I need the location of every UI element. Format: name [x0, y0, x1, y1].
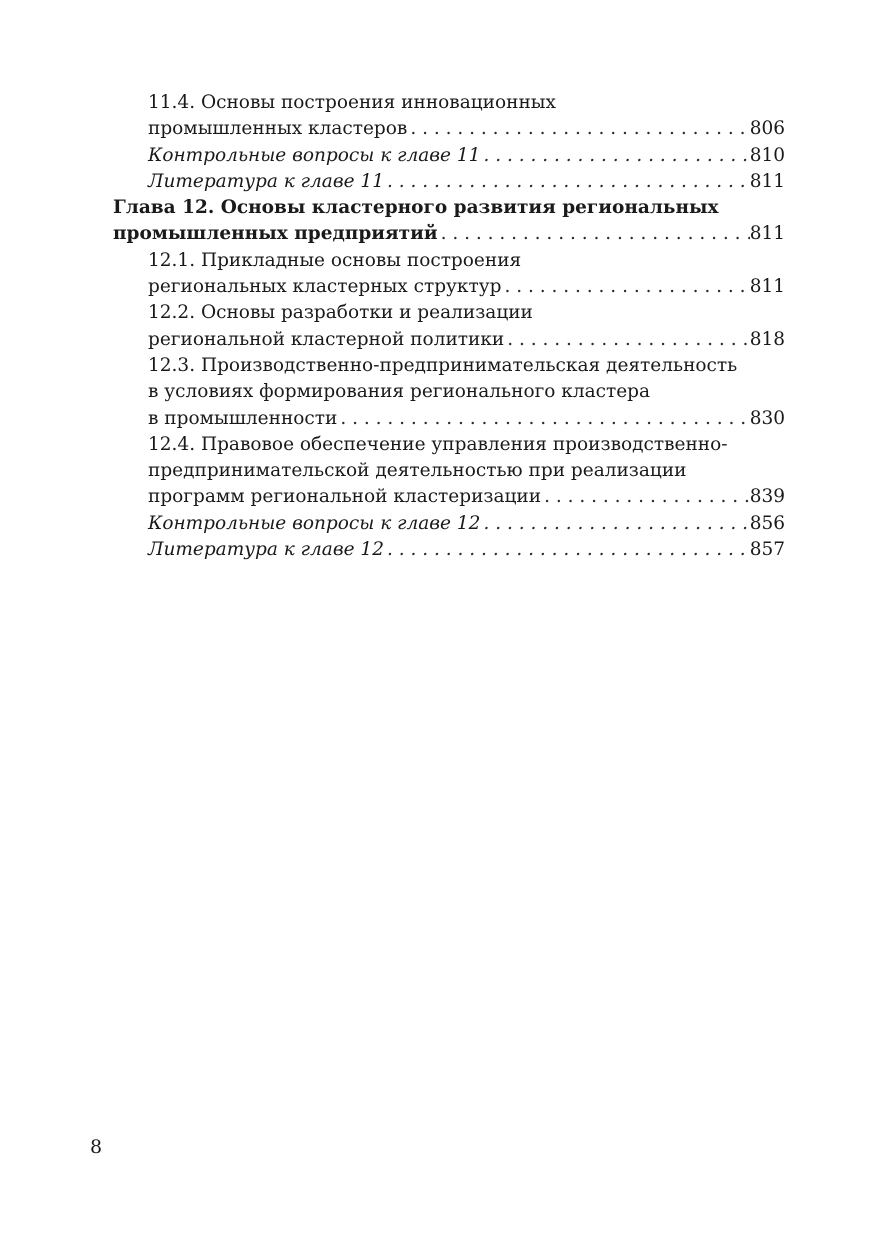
dot-leader [504, 327, 749, 353]
toc-page-number: 811 [749, 170, 785, 192]
toc-entry-title-line: Литература к главе 11 [148, 170, 384, 192]
toc-entry-title-line: 12.2. Основы разработки и реализации [148, 302, 533, 324]
toc-page-number: 830 [749, 407, 785, 429]
dot-leader [337, 406, 749, 432]
toc-page-number: 806 [749, 118, 785, 140]
toc-chapter-title-line: Глава 12. Основы кластерного развития региональных [113, 197, 719, 219]
toc-chapter-title-line: промышленных предприятий [113, 223, 438, 245]
toc-entry-title-line: в промышленности [148, 407, 338, 429]
table-of-contents [113, 90, 785, 563]
toc-entry-title-line: региональной кластерной политики [148, 328, 505, 350]
toc-entry-title-line: 12.1. Прикладные основы построения [148, 249, 522, 271]
toc-entry-12-4[interactable] [113, 432, 785, 511]
toc-entry-literature-11[interactable] [113, 169, 785, 195]
dot-leader [407, 116, 749, 142]
toc-entry-12-1[interactable] [113, 248, 785, 301]
toc-page-number: 857 [749, 539, 785, 561]
toc-entry-title-line: предпринимательской деятельностью при реализации [148, 460, 687, 482]
toc-entry-11-4[interactable] [113, 90, 785, 143]
toc-entry-title-line: Контрольные вопросы к главе 11 [148, 144, 481, 166]
toc-entry-title-line: 12.3. Производственно-предпринимательская деятельность [148, 354, 738, 376]
toc-entry-title-line: 11.4. Основы построения инновационных [148, 92, 556, 113]
toc-entry-title-line: Литература к главе 12 [148, 539, 384, 561]
toc-entry-title-line: программ региональной кластеризации [148, 486, 542, 508]
toc-entry-title-line: 12.4. Правовое обеспечение управления производственно- [148, 433, 728, 455]
toc-entry-questions-11[interactable] [113, 143, 785, 169]
toc-entry-questions-12[interactable] [113, 511, 785, 537]
page-number: 8 [90, 1136, 103, 1158]
toc-page-number: 811 [749, 276, 785, 298]
dot-leader [480, 511, 749, 537]
dot-leader [541, 484, 750, 510]
toc-page-number: 839 [749, 486, 785, 508]
dot-leader [480, 143, 749, 169]
toc-page-number: 810 [749, 144, 785, 166]
toc-page-number: 811 [749, 223, 785, 245]
toc-page-number: 818 [749, 328, 785, 350]
dot-leader [384, 537, 750, 563]
toc-entry-title-line: Контрольные вопросы к главе 12 [148, 512, 481, 534]
toc-entry-title-line: региональных кластерных структур [148, 276, 502, 298]
dot-leader [384, 169, 750, 195]
toc-entry-literature-12[interactable] [113, 537, 785, 563]
toc-entry-title-line: промышленных кластеров [148, 118, 408, 140]
toc-entry-title-line: в условиях формирования регионального кластера [148, 381, 651, 403]
toc-page-number: 856 [749, 512, 785, 534]
toc-entry-12-3[interactable] [113, 353, 785, 432]
dot-leader [501, 274, 749, 300]
toc-entry-chapter-12[interactable] [113, 195, 785, 248]
toc-entry-12-2[interactable] [113, 300, 785, 353]
dot-leader [438, 221, 750, 247]
